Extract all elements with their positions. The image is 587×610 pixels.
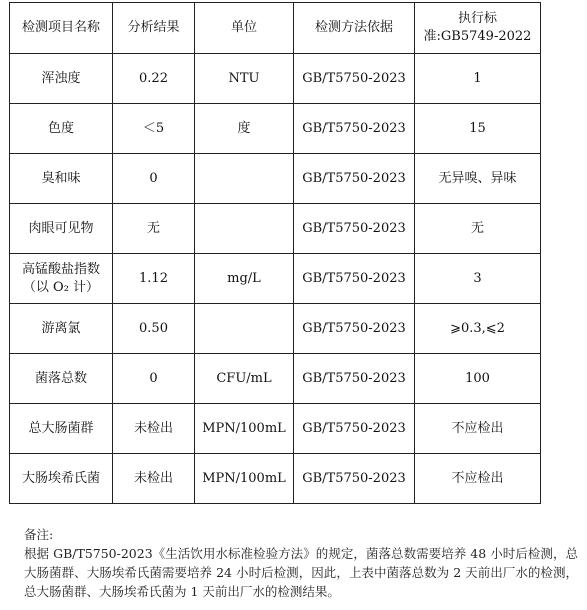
table-header-row xyxy=(10,3,541,54)
cell-unit: NTU xyxy=(195,54,294,104)
header-standard-line2: 准:GB5749-2022 xyxy=(423,29,532,44)
item-name-text: 菌落总数 xyxy=(34,370,87,386)
cell-method: GB/T5750-2023 xyxy=(294,304,415,354)
cell-limit: ⩾0.3,⩽2 xyxy=(415,304,541,354)
cell-item-name xyxy=(10,54,113,104)
table-row xyxy=(10,254,541,304)
item-name-text: 总大肠菌群 xyxy=(28,420,94,436)
table-row xyxy=(10,54,541,104)
cell-result: 未检出 xyxy=(113,404,195,454)
cell-method: GB/T5750-2023 xyxy=(294,154,415,204)
cell-unit: MPN/100mL xyxy=(195,404,294,454)
item-name-text: 游离氯 xyxy=(41,320,81,336)
cell-limit: 不应检出 xyxy=(415,404,541,454)
item-name-text: 肉眼可见物 xyxy=(28,220,94,236)
cell-method: GB/T5750-2023 xyxy=(294,404,415,454)
cell-method: GB/T5750-2023 xyxy=(294,104,415,154)
cell-unit: 度 xyxy=(195,104,294,154)
cell-unit xyxy=(195,154,294,204)
cell-unit: MPN/100mL xyxy=(195,454,294,504)
cell-item-name xyxy=(10,354,113,404)
table-row xyxy=(10,104,541,154)
cell-item-name xyxy=(10,254,113,304)
table-row xyxy=(10,404,541,454)
header-standard xyxy=(415,3,541,54)
cell-item-name xyxy=(10,454,113,504)
notes-label: 备注: xyxy=(24,527,54,542)
notes-text: 根据 GB/T5750-2023《生活饮用水标准检验方法》的规定，菌落总数需要培养 48 小时后检测，总大肠菌群、大肠埃希氏菌需要培养 24 小时后检测，因此，上表中菌落总数为 2 天前出厂水的检测，总大肠菌群、大肠埃希氏菌为 1 天前出厂水的检测结果。 xyxy=(24,546,578,599)
cell-unit xyxy=(195,304,294,354)
cell-limit: 3 xyxy=(415,254,541,304)
item-name-text: 大肠埃希氏菌 xyxy=(21,470,100,486)
cell-item-name xyxy=(10,204,113,254)
cell-item-name xyxy=(10,154,113,204)
table-row xyxy=(10,204,541,254)
water-quality-table xyxy=(9,2,541,504)
header-item-name: 检测项目名称 xyxy=(10,3,113,54)
cell-result: 0.50 xyxy=(113,304,195,354)
cell-item-name xyxy=(10,304,113,354)
cell-unit: CFU/mL xyxy=(195,354,294,404)
cell-item-name xyxy=(10,404,113,454)
cell-result: 0 xyxy=(113,354,195,404)
header-result: 分析结果 xyxy=(113,3,195,54)
item-name-text: 臭和味 xyxy=(41,170,81,186)
header-standard-line1: 执行标 xyxy=(457,11,497,26)
item-name-text: 色度 xyxy=(47,120,74,136)
cell-method: GB/T5750-2023 xyxy=(294,204,415,254)
cell-method: GB/T5750-2023 xyxy=(294,454,415,504)
item-name-note: （以 O₂ 计） xyxy=(22,279,100,295)
cell-result: 无 xyxy=(113,204,195,254)
cell-limit: 无 xyxy=(415,204,541,254)
cell-result: ＜5 xyxy=(113,104,195,154)
cell-method: GB/T5750-2023 xyxy=(294,254,415,304)
cell-method: GB/T5750-2023 xyxy=(294,354,415,404)
cell-unit xyxy=(195,204,294,254)
header-method: 检测方法依据 xyxy=(294,3,415,54)
table-row xyxy=(10,354,541,404)
cell-result: 0.22 xyxy=(113,54,195,104)
cell-limit: 不应检出 xyxy=(415,454,541,504)
item-name-text: 浑浊度 xyxy=(41,70,81,86)
cell-limit: 15 xyxy=(415,104,541,154)
cell-limit: 100 xyxy=(415,354,541,404)
cell-item-name xyxy=(10,104,113,154)
header-unit: 单位 xyxy=(195,3,294,54)
cell-limit: 无异嗅、异味 xyxy=(415,154,541,204)
cell-result: 未检出 xyxy=(113,454,195,504)
cell-method: GB/T5750-2023 xyxy=(294,54,415,104)
table-row xyxy=(10,154,541,204)
cell-result: 1.12 xyxy=(113,254,195,304)
table-body xyxy=(10,54,541,504)
table-row xyxy=(10,454,541,504)
item-name-text: 高锰酸盐指数 xyxy=(21,261,100,277)
table-row xyxy=(10,304,541,354)
cell-unit: mg/L xyxy=(195,254,294,304)
cell-limit: 1 xyxy=(415,54,541,104)
notes-section xyxy=(24,525,578,601)
cell-result: 0 xyxy=(113,154,195,204)
